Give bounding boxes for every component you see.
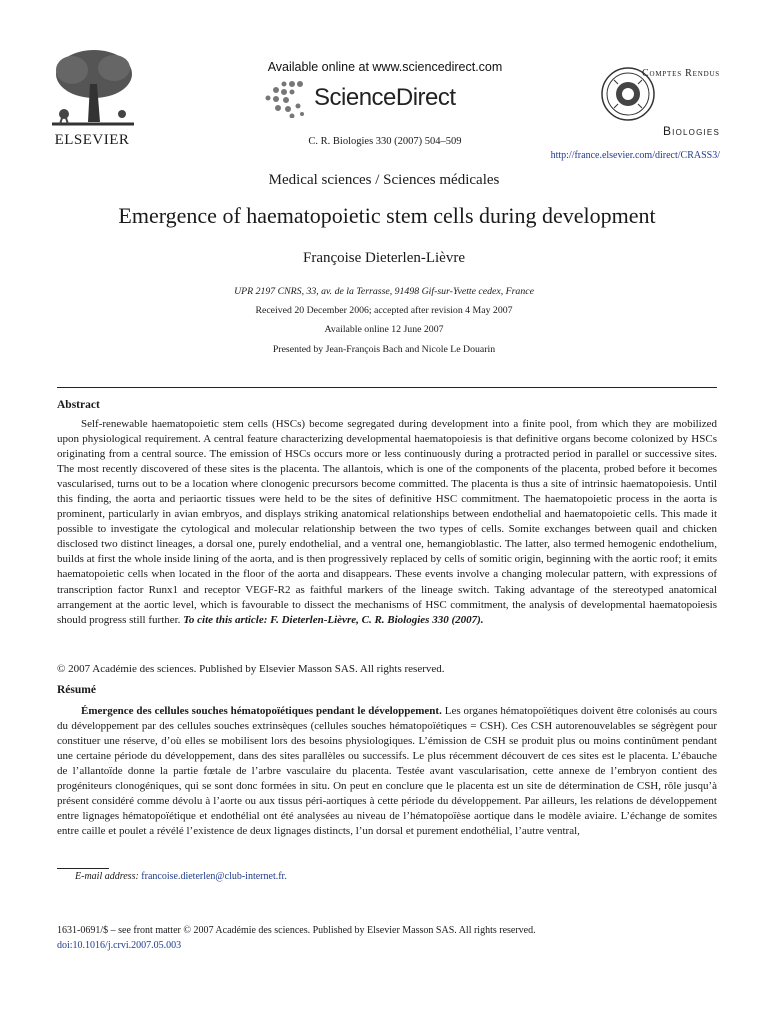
resume-paragraph	[57, 704, 717, 839]
resume-lead: Émergence des cellules souches hématopoïétiques pendant le développement.	[81, 705, 442, 717]
journal-url-link[interactable]: http://france.elsevier.com/direct/CRASS3/	[550, 150, 720, 161]
journal-series-name: Comptes Rendus	[642, 68, 720, 79]
article-title: Emergence of haematopoietic stem cells during development	[118, 203, 656, 228]
abstract-heading: Abstract	[57, 399, 100, 411]
journal-section-name: Biologies	[662, 124, 720, 138]
article-section: Medical sciences / Sciences médicales	[268, 172, 500, 188]
resume-text: Les organes hématopoïétiques doivent être colonisés au cours du développement par des cellules souches extrinsèques (cellules souches hématopoïétiques = CSH). Ces CSH autorenouvelables se ségrègent pour constituer une réserve, d’où elles se mobilisent lors des besoins physiologiques. L’émission de CSH se produit plus ou moins continûment pendant une certaine période du développement, dans des sites parallèles ou successifs. Le plus récemment découvert de ces sites est le placenta. L’ébauche de l’allantoïde donne la partie fœtale de l’arbre vasculaire du placenta. Testée avant vascularisation, cette annexe de l’embryon contient des progéniteurs clonogéniques, qui se sont donc formées in situ. On peut en conclure que le placenta est un site de détermination de CSH, rôle jusqu’à présent considéré comme dévolu à l’aorte ou aux tissus péri-aortiques à cette période du développement. Par ailleurs, les relations de développement entre lignages hématopoïétique et endothélial ont été analysées au niveau de l’hématopoïèse aortique dans le modèle aviaire. L’échange de somites entre caille et poulet a révélé l’existence de deux lignages distincts, l’un dorsal et purement endothélial, l’autre ventral,	[57, 705, 717, 838]
footnote-divider	[57, 868, 109, 869]
publisher-name: ELSEVIER	[54, 132, 130, 148]
sciencedirect-wordmark: ScienceDirect	[314, 84, 456, 111]
journal-citation: C. R. Biologies 330 (2007) 504–509	[308, 136, 462, 147]
sciencedirect-dots-icon	[262, 78, 312, 118]
presented-by: Presented by Jean-François Bach and Nicole Le Douarin	[272, 344, 496, 355]
elsevier-tree-icon	[42, 44, 142, 130]
issn-line: 1631-0691/$ – see front matter © 2007 Académie des sciences. Published by Elsevier Masson SAS. All rights reserved.	[57, 925, 536, 936]
elsevier-logo	[42, 44, 142, 154]
abstract-copyright: © 2007 Académie des sciences. Published by Elsevier Masson SAS. All rights reserved.	[57, 663, 445, 675]
cite-note: To cite this article: F. Dieterlen-Lièvre, C. R. Biologies 330 (2007).	[183, 613, 484, 626]
sciencedirect-logo	[262, 78, 472, 118]
comptes-rendus-logo	[596, 58, 720, 140]
author-affiliation: UPR 2197 CNRS, 33, av. de la Terrasse, 91498 Gif-sur-Yvette cedex, France	[234, 286, 534, 297]
footnote-email	[75, 871, 287, 882]
abstract-paragraph	[57, 417, 717, 628]
email-label: E-mail address:	[75, 871, 139, 882]
email-link[interactable]: francoise.dieterlen@club-internet.fr.	[141, 871, 287, 882]
available-online-line: Available online at www.sciencedirect.com	[267, 60, 503, 74]
header-divider	[57, 387, 717, 388]
available-online-date: Available online 12 June 2007	[324, 324, 444, 335]
received-dates: Received 20 December 2006; accepted after revision 4 May 2007	[255, 305, 513, 316]
abstract-text: Self-renewable haematopoietic stem cells (HSCs) become segregated during development into a finite pool, from which they are mobilized upon physiological requirement. A central feature characterizing developmental haematopoiesis is that definitive organs become colonized by HSCs originating from a central source. The emission of HSCs occurs more or less continuously during a protracted period in parallel or successive sites. The most recently discovered of these sites is the placenta. The allantois, which is one of the components of the placenta, probed before it becomes vascularised, turns out to be a location where clonogenic precursors become committed. The placenta is thus a site of intrinsic haematopoiesis. Until this finding, the aorta and periaortic tissues were held to be the sites of definitive HSC commitment. The haematopoietic process in the aorta is prominent, particularly in avian embryos, and displays striking anatomical relationships between endothelial and haematopoietic cells. This made it possible to investigate the cytological and molecular relationship between the two types of cells. Somite exchanges between quail and chicken disclosed two distinct lineages, a dorsal one, purely endothelial, and a ventral one, hemangioblastic. The latter, also termed hemogenic endothelium, builds at first the whole inside lining of the aorta, and is then progressively replaced by cells of somitic origin, beginning with the aortic roof; it emits haematopoietic cells when located in the floor of the aorta and disappears. These events involve a changing molecular pattern, with expressions of transcription factor Runx1 and receptor VEGF-R2 as faithful markers of the lineage switch. Taking advantage of the stereotyped anatomical arrangement at the aortic level, which is favourable to dissect the mechanisms of HSC commitment, the analysis of developmental haematopoiesis should progress still further.	[57, 418, 717, 626]
article-author: Françoise Dieterlen-Lièvre	[302, 250, 465, 266]
doi-link[interactable]: doi:10.1016/j.crvi.2007.05.003	[57, 940, 182, 951]
resume-heading: Résumé	[57, 684, 96, 696]
